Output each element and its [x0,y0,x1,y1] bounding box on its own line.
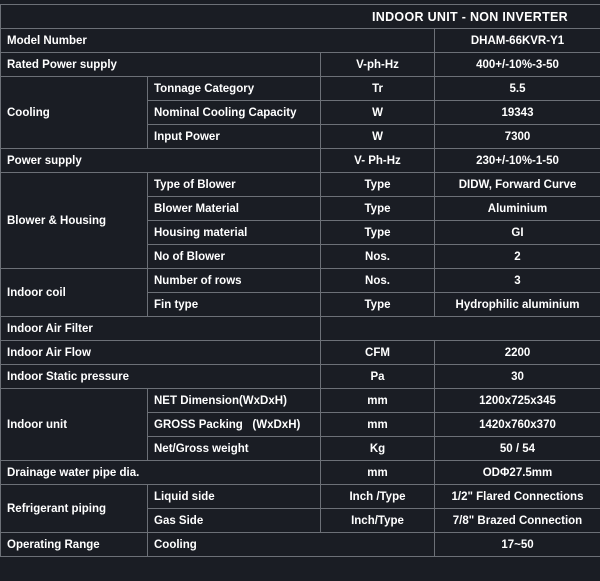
row-unit: Pa [321,365,435,389]
row-unit: Inch/Type [321,509,435,533]
group-label: Cooling [1,77,148,149]
table-row [1,77,600,101]
row-unit: V-ph-Hz [321,53,435,77]
row-label: Indoor Static pressure [1,365,321,389]
table-row [1,317,600,341]
row-label: Input Power [148,125,321,149]
row-label: Fin type [148,293,321,317]
row-value: 7/8" Brazed Connection [435,509,600,533]
row-value: 1200x725x345 [435,389,600,413]
table-row [1,533,600,557]
row-unit: mm [321,389,435,413]
row-value: 50 / 54 [435,437,600,461]
row-unit: Nos. [321,245,435,269]
row-unit: CFM [321,341,435,365]
row-label: Gas Side [148,509,321,533]
row-value: 2 [435,245,600,269]
group-label: Refrigerant piping [1,485,148,533]
row-unit: Inch /Type [321,485,435,509]
row-unit: mm [321,461,435,485]
row-label: Number of rows [148,269,321,293]
row-label: Indoor Air Filter [1,317,321,341]
row-unit: Tr [321,77,435,101]
row-unit: Type [321,197,435,221]
row-value: 1/2" Flared Connections [435,485,600,509]
group-label: Indoor coil [1,269,148,317]
table-row [1,149,600,173]
row-value: ODΦ27.5mm [435,461,600,485]
row-value: 400+/-10%-3-50 [435,53,600,77]
row-label: Net/Gross weight [148,437,321,461]
table-row [1,389,600,413]
row-label: Model Number [1,29,435,53]
row-label: Housing material [148,221,321,245]
row-value: DHAM-66KVR-Y1 [435,29,600,53]
row-value: 30 [435,365,600,389]
table-row [1,269,600,293]
row-unit: Nos. [321,269,435,293]
row-value: 230+/-10%-1-50 [435,149,600,173]
group-label: Blower & Housing [1,173,148,269]
row-value: 7300 [435,125,600,149]
spec-table [0,4,600,557]
row-value: 1420x760x370 [435,413,600,437]
row-label: Liquid side [148,485,321,509]
row-label: NET Dimension(WxDxH) [148,389,321,413]
row-sublabel: Cooling [148,533,435,557]
row-value-empty [321,317,600,341]
row-unit: W [321,101,435,125]
row-unit: Type [321,293,435,317]
row-label: No of Blower [148,245,321,269]
row-label: Blower Material [148,197,321,221]
row-value: 5.5 [435,77,600,101]
row-value: DIDW, Forward Curve [435,173,600,197]
row-unit: mm [321,413,435,437]
row-label: Operating Range [1,533,148,557]
row-value: Hydrophilic aluminium [435,293,600,317]
row-label: GROSS Packing (WxDxH) [148,413,321,437]
row-unit: W [321,125,435,149]
table-row [1,341,600,365]
row-value: 3 [435,269,600,293]
row-unit: Type [321,173,435,197]
row-label: Drainage water pipe dia. [1,461,321,485]
row-label: Type of Blower [148,173,321,197]
row-label: Nominal Cooling Capacity [148,101,321,125]
table-row [1,461,600,485]
header-row [1,5,600,29]
table-row [1,173,600,197]
row-value: 17~50 [435,533,600,557]
row-unit: V- Ph-Hz [321,149,435,173]
group-label: Indoor unit [1,389,148,461]
row-unit: Type [321,221,435,245]
table-header: INDOOR UNIT - NON INVERTER [1,5,600,29]
row-value: 19343 [435,101,600,125]
table-row [1,53,600,77]
row-value: 2200 [435,341,600,365]
row-unit: Kg [321,437,435,461]
row-label: Rated Power supply [1,53,321,77]
row-value: GI [435,221,600,245]
row-label: Tonnage Category [148,77,321,101]
table-row [1,365,600,389]
table-row [1,485,600,509]
table-row [1,29,600,53]
row-label: Power supply [1,149,321,173]
row-value: Aluminium [435,197,600,221]
row-label: Indoor Air Flow [1,341,321,365]
